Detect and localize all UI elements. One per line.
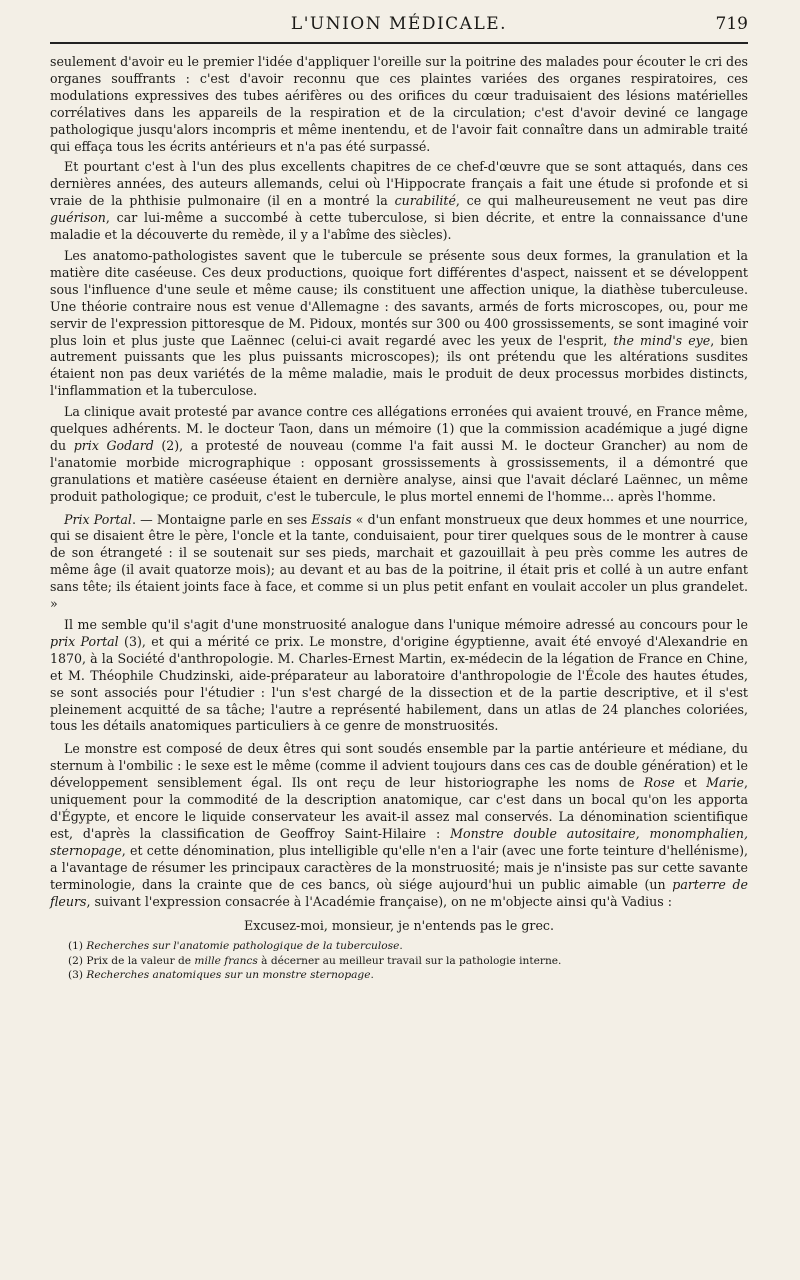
paragraph (50, 512, 748, 613)
paragraph (50, 741, 748, 910)
text-run: Il me semble qu'il s'agit d'une monstruosité analogue dans l'unique mémoire adressé au concours pour le (64, 617, 748, 632)
italic-text: Monstre double autositaire, monomphalien, sternopage (50, 825, 748, 858)
italic-text: prix Portal (50, 633, 119, 649)
text-run: et (674, 775, 707, 791)
text-run: (3) (68, 969, 87, 982)
paragraph (50, 617, 748, 735)
footnotes (50, 939, 748, 983)
italic-text: Marie (706, 775, 744, 791)
text-run: La clinique avait protesté par avance contre ces allégations erronées qui avaient trouvé, en France même, quelques adhérents. M. le docteur Taon, dans un mémoire (1) que la commission académique a jugé digne du (50, 404, 748, 453)
text-run: , ce qui malheureusement ne veut pas dire (455, 193, 748, 209)
header-rule (50, 42, 748, 44)
text-run: (3), et qui a mérité ce prix. Le monstre, d'origine égyptienne, avait été envoyé d'Alexandrie en 1870, à la Société d'anthropologie. M. Charles-Ernest Martin, ex-médecin de la légation de France en Chine, et M. Théophile Chudzinski, aide-préparateur au laboratoire d'anthropologie de l'École des hautes études, se sont associés pour l'étudier : l'un s'est chargé de la dissection et de la partie descriptive, et il s'est pleinement acquitté de sa tâche; l'autre a représenté habilement, dans un atlas de 24 planches coloriées, tous les détails anatomiques particuliers à ce genre de monstruosités. (50, 633, 748, 734)
text-run: (1) (68, 940, 87, 953)
journal-title: L'UNION MÉDICALE. (290, 14, 508, 34)
italic-text: the mind's eye (613, 332, 711, 348)
italic-text: guérison (50, 210, 106, 226)
text-run: Les anatomo-pathologistes savent que le tubercule se présente sous deux formes, la granulation et la matière dite caséeuse. Ces deux productions, quoique fort différentes d'aspect, naissent et se développent sous l'influence d'une seule et même cause; ils constituent une affection unique, la diathèse tuberculeuse. Une théorie contraire nous est venue d'Allemagne : des savants, armés de forts microscopes, ou, pour me servir de l'expression pittoresque de M. Pidoux, montés sur 300 ou 400 grossissements, se sont imaginé voir plus loin et plus juste que Laënnec (celui-ci avait regardé avec les yeux de l'esprit, (50, 247, 748, 348)
quote-line: Excusez-moi, monsieur, je n'entends pas le grec. (244, 918, 554, 934)
text-run: , bien autrement puissants que les plus puissants microscopes); ils ont prétendu que les altérations susdites étaient non pas deux variétés de la même maladie, mais le produit de deux processus morbides distincts, l'inflammation et la tuberculose. (50, 332, 748, 399)
italic-text: Recherches anatomiques sur un monstre sternopage (86, 969, 371, 982)
text-run: , suivant l'expression consacrée à l'Académie française), on ne m'objecte ainsi qu'à Vadius : (86, 893, 672, 909)
text-run: , car lui-même a succombé à cette tuberculose, si bien décrite, et entre la connaissance d'une maladie et la découverte du remède, il y a l'abîme des siècles). (50, 210, 748, 243)
text-run: (2), a protesté de nouveau (comme l'a fait aussi M. le docteur Grancher) au nom de l'anatomie morbide micrographique : opposant grossissements à grossissements, il a démontré que granulations et matière caséeuse étaient en dernière analyse, ainsi que l'avait déclaré Laënnec, un même produit pathologique; ce produit, c'est le tubercule, le plus mortel ennemi de l'homme... après l'homme. (50, 437, 748, 504)
italic-text: Rose (643, 775, 675, 791)
paragraph (50, 248, 748, 400)
article-body (50, 54, 748, 910)
text-run: Et pourtant c'est à l'un des plus excellents chapitres de ce chef-d'œuvre que se sont attaqués, dans ces dernières années, des auteurs allemands, celui où l'Hippocrate français a fait une étude si profonde et si vraie de la phthisie pulmonaire (il en a montré la (50, 159, 748, 209)
text-run: , uniquement pour la commodité de la description anatomique, car c'est dans un bocal qu'on les apporta d'Égypte, et encore le liquide conservateur les avait-il assez mal conservés. La dénomination scientifique est, d'après la classification de Geoffroy Saint-Hilaire : (50, 775, 748, 841)
footnote (68, 954, 748, 969)
text-run: à décerner au meilleur travail sur la pathologie interne. (257, 954, 562, 967)
paragraph (50, 159, 748, 244)
text-run: seulement d'avoir eu le premier l'idée d'appliquer l'oreille sur la poitrine des malades pour écouter le cri des organes souffrants : c'est d'avoir reconnu que ces plaintes variées des organes respiratoires, ces modulations expressives des tubes aérifères ou des orifices du cœur traduisaient des lésions matérielles corrélatives dans les appareils de la respiration et de la circulation; c'est d'avoir deviné ce langage pathologique jusqu'alors incompris et même inentendu, et de l'avoir fait connaître dans un admirable traité qui effaça tous les écrits antérieurs et n'a pas été surpassé. (50, 54, 748, 154)
footnote (68, 939, 748, 954)
text-run: Le monstre est composé de deux êtres qui sont soudés ensemble par la partie antérieure et médiane, du sternum à l'ombilic : le sexe est le même (comme il advient toujours dans ces cas de double génération) et le développement sensiblement égal. Ils ont reçu de leur historiographe les noms de (50, 741, 748, 791)
paragraph (50, 54, 748, 155)
text-run: (2) Prix de la valeur de (68, 954, 195, 967)
italic-text: prix Godard (73, 437, 154, 453)
text-run: . — Montaigne parle en ses (131, 511, 312, 527)
text-run: . (370, 969, 374, 982)
text-run: , et cette dénomination, plus intelligible qu'elle n'en a l'air (avec une forte teinture d'hellénisme), a l'avantage de résumer les principaux caractères de la monstruosité; mais je n'insiste pas sur cette savante terminologie, dans la crainte que de ces bancs, où siége aujourd'hui un public aimable (un (50, 842, 748, 892)
italic-text: Recherches sur l'anatomie pathologique de la tuberculose (86, 940, 400, 953)
text-run: « d'un enfant monstrueux que deux hommes et une nourrice, qui se disaient être le père, l'oncle et la tante, conduisaient, pour tirer quelques sous de le montrer à cause de son étrangeté : il se soutenait sur ses pieds, marchait et gazouillait à peu près comme les autres de même âge (il avait quatorze mois); au devant et au bas de la poitrine, il était pris et collé à un autre enfant sans tête; ils étaient joints face à face, et comme si un plus petit enfant en voulait accoler un plus grandelet. » (50, 511, 748, 612)
italic-text: mille francs (194, 954, 258, 967)
italic-text: Essais (311, 511, 352, 527)
italic-text: Prix Portal (64, 511, 132, 527)
page-number: 719 (715, 14, 748, 34)
italic-text: curabilité (394, 193, 456, 209)
text-run: . (399, 940, 403, 953)
paragraph (50, 404, 748, 505)
italic-text: parterre de fleurs (50, 876, 748, 909)
page-header (50, 0, 748, 42)
footnote (68, 968, 748, 983)
